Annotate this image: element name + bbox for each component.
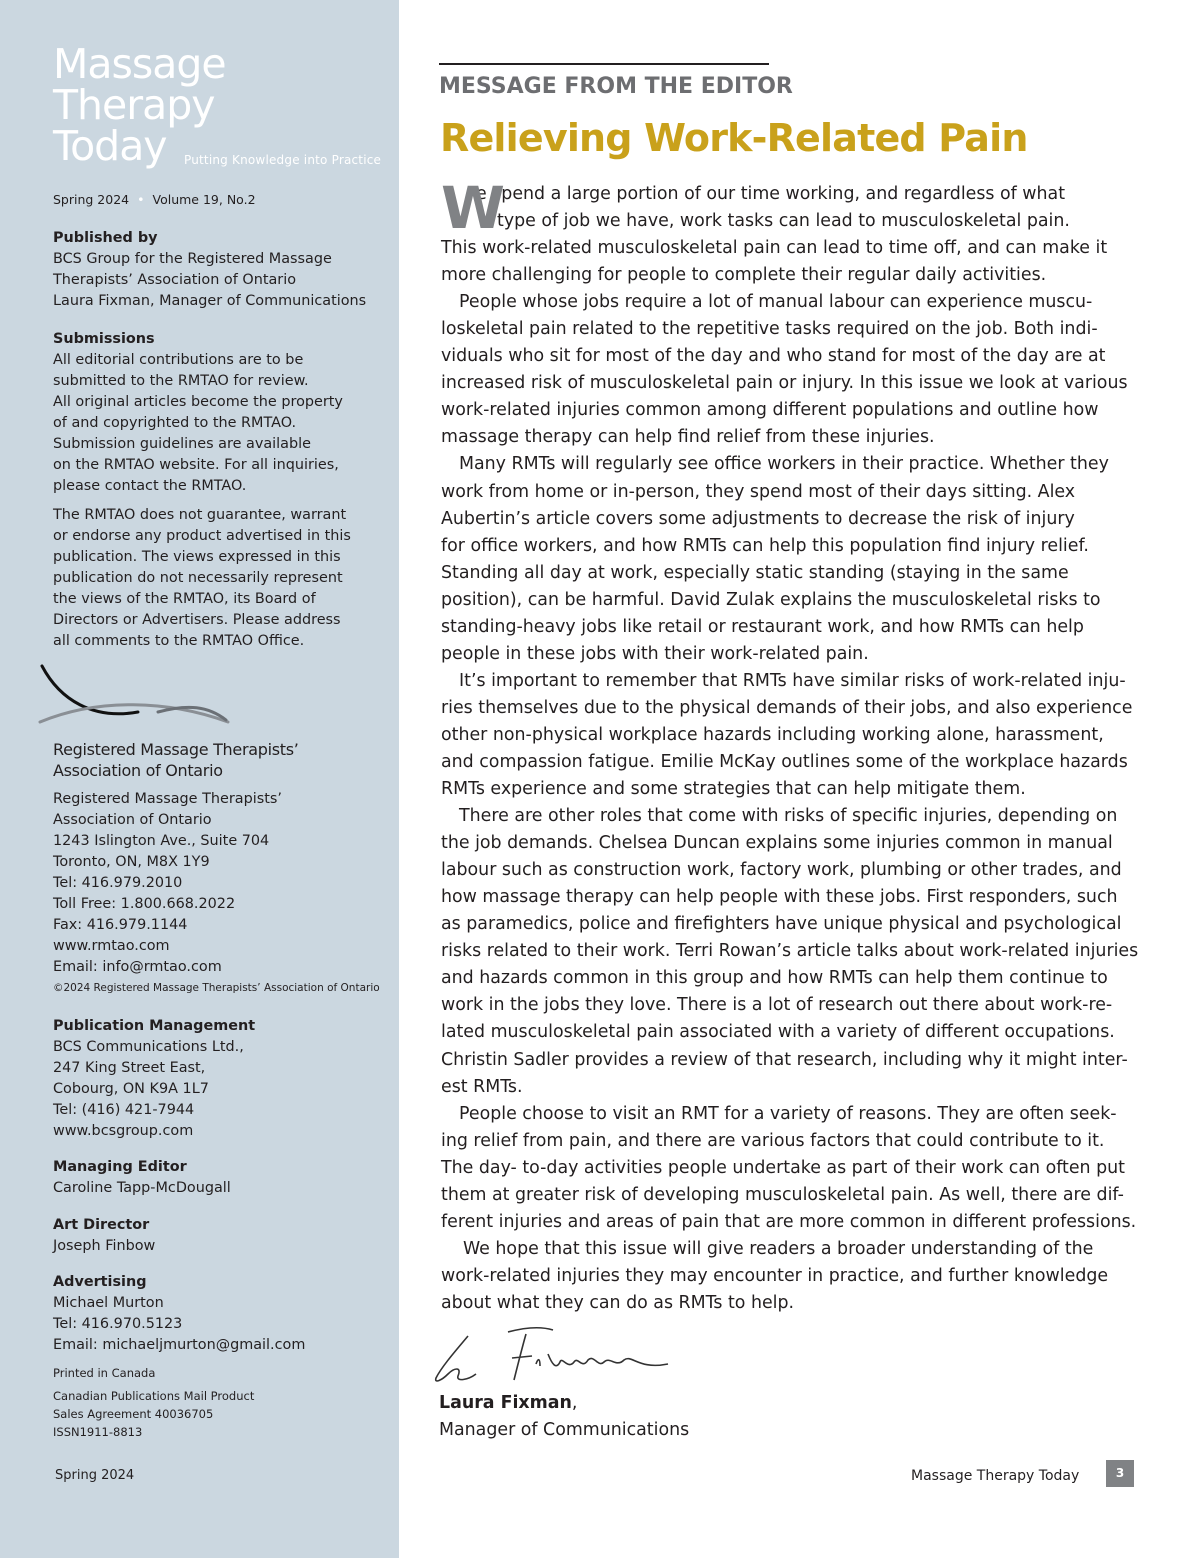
disclaimer-section <box>53 505 389 652</box>
bullet-separator: • <box>137 192 145 207</box>
body-line: risks related to their work. Terri Rowan’s article talks about work-related injuries <box>441 941 1139 962</box>
body-line: est RMTs. <box>441 1076 523 1097</box>
section-kicker: MESSAGE FROM THE EDITOR <box>439 74 793 99</box>
mail-line: Sales Agreement 40036705 <box>53 1407 214 1421</box>
submissions-heading: Submissions <box>53 331 155 347</box>
address-line: Toll Free: 1.800.668.2022 <box>53 896 236 912</box>
published-by-section <box>53 228 389 312</box>
body-line: W e spend a large portion of our time working, and regardless of what <box>441 174 1066 242</box>
masthead-line-1: Massage <box>53 40 226 88</box>
body-line: how massage therapy can help people with these jobs. First responders, such <box>441 887 1118 908</box>
org-name-line: Association of Ontario <box>53 761 223 780</box>
masthead-logo <box>53 40 393 170</box>
issue-volume: Volume 19, No.2 <box>152 192 256 207</box>
mail-line: ISSN1911-8813 <box>53 1425 143 1439</box>
body-line: work from home or in-person, they spend most of their days sitting. Alex <box>441 481 1076 502</box>
disclaimer-line: or endorse any product advertised in this <box>53 528 351 544</box>
footer-magazine-title: Massage Therapy Today <box>911 1468 1080 1484</box>
body-line: People choose to visit an RMT for a variety of reasons. They are often seek- <box>459 1103 1117 1124</box>
published-by-line: Therapists’ Association of Ontario <box>53 272 297 288</box>
masthead-line-2: Therapy <box>53 81 215 129</box>
body-line: and hazards common in this group and how RMTs can help them continue to <box>441 968 1108 989</box>
managing-editor-section <box>53 1157 389 1199</box>
issue-season: Spring 2024 <box>53 192 130 207</box>
body-line: RMTs experience and some strategies that can help mitigate them. <box>441 779 1026 800</box>
org-name-line: Registered Massage Therapists’ <box>53 740 299 759</box>
editor-signature <box>428 1318 678 1390</box>
issue-info <box>53 192 256 207</box>
disclaimer-line: all comments to the RMTAO Office. <box>53 633 305 649</box>
publication-management-section <box>53 1016 389 1142</box>
pub-management-line: Cobourg, ON K9A 1L7 <box>53 1081 209 1097</box>
body-line: work in the jobs they love. There is a lot of research out there about work-re- <box>441 995 1113 1016</box>
submissions-section <box>53 329 389 497</box>
signature-title: Manager of Communications <box>439 1420 690 1440</box>
masthead-tagline: Putting Knowledge into Practice <box>184 153 382 167</box>
body-line: People whose jobs require a lot of manual labour can experience muscu- <box>459 292 1093 313</box>
disclaimer-line: publication do not necessarily represent <box>53 570 343 586</box>
body-line: as paramedics, police and firefighters have unique physical and psychological <box>441 914 1122 935</box>
body-line: Standing all day at work, especially static standing (staying in the same <box>441 562 1069 583</box>
published-by-heading: Published by <box>53 230 158 246</box>
art-director-name: Joseph Finbow <box>53 1238 156 1254</box>
email-link[interactable]: Email: michaeljmurton@gmail.com <box>53 1337 306 1353</box>
body-line: standing-heavy jobs like retail or restaurant work, and how RMTs can help <box>441 616 1084 637</box>
body-line: type of job we have, work tasks can lead to musculoskeletal pain. <box>497 211 1070 232</box>
address-line: Tel: 416.979.2010 <box>53 875 183 891</box>
body-line: Many RMTs will regularly see office workers in their practice. Whether they <box>459 454 1109 475</box>
body-line: the job demands. Chelsea Duncan explains some injuries common in manual <box>441 833 1113 854</box>
body-line: position), can be harmful. David Zulak explains the musculoskeletal risks to <box>441 589 1101 610</box>
submissions-line: All editorial contributions are to be <box>53 352 304 368</box>
page-number: 3 <box>1106 1460 1134 1487</box>
pub-management-line: 247 King Street East, <box>53 1060 206 1076</box>
signature-name-text: Laura Fixman <box>439 1393 572 1413</box>
footer-issue: Spring 2024 <box>55 1468 135 1483</box>
body-line: about what they can do as RMTs to help. <box>441 1292 795 1313</box>
body-line: ries themselves due to the physical demands of their jobs, and also experience <box>441 697 1133 718</box>
published-by-line: Laura Fixman, Manager of Communications <box>53 293 367 309</box>
kicker-rule <box>439 63 769 65</box>
body-line: people in these jobs with their work-related pain. <box>441 643 869 664</box>
managing-editor-heading: Managing Editor <box>53 1159 187 1175</box>
body-line: other non-physical workplace hazards including working alone, harassment, <box>441 724 1104 745</box>
email-link[interactable]: Email: info@rmtao.com <box>53 959 222 975</box>
body-line: loskeletal pain related to the repetitive tasks required on the job. Both indi- <box>441 319 1098 340</box>
address-line: Registered Massage Therapists’ <box>53 791 282 807</box>
org-address-section <box>53 789 389 997</box>
drop-cap: W <box>441 174 505 242</box>
advertising-heading: Advertising <box>53 1274 147 1290</box>
body-line: work-related injuries they may encounter in practice, and further knowledge <box>441 1265 1109 1286</box>
disclaimer-line: the views of the RMTAO, its Board of <box>53 591 316 607</box>
body-line: This work-related musculoskeletal pain can lead to time off, and can make it <box>441 238 1108 259</box>
body-line: massage therapy can help find relief from these injuries. <box>441 427 935 448</box>
submissions-line: on the RMTAO website. For all inquiries, <box>53 457 339 473</box>
pub-management-line: Tel: (416) 421-7944 <box>53 1102 195 1118</box>
body-line: ferent injuries and areas of pain that are more common in different professions. <box>441 1211 1137 1232</box>
advertising-line: Tel: 416.970.5123 <box>53 1316 183 1332</box>
mail-line: Canadian Publications Mail Product <box>53 1389 255 1403</box>
body-line: viduals who sit for most of the day and who stand for most of the day are at <box>441 346 1106 367</box>
submissions-line: submitted to the RMTAO for review. <box>53 373 309 389</box>
copyright-text: ©2024 Registered Massage Therapists’ Association of Ontario <box>53 982 380 994</box>
masthead-line-3: Today <box>53 122 167 170</box>
body-line: Aubertin’s article covers some adjustments to decrease the risk of injury <box>441 508 1075 529</box>
sidebar-panel <box>0 0 399 1558</box>
address-line: Association of Ontario <box>53 812 212 828</box>
address-line: 1243 Islington Ave., Suite 704 <box>53 833 270 849</box>
art-director-heading: Art Director <box>53 1217 150 1233</box>
address-line: Fax: 416.979.1144 <box>53 917 188 933</box>
body-line: work-related injuries common among different populations and outline how <box>441 400 1099 421</box>
address-line: Toronto, ON, M8X 1Y9 <box>53 854 210 870</box>
managing-editor-name: Caroline Tapp-McDougall <box>53 1180 231 1196</box>
advertising-line: Michael Murton <box>53 1295 164 1311</box>
body-line: The day- to-day activities people undertake as part of their work can often put <box>441 1157 1125 1178</box>
article-body <box>441 174 1139 1317</box>
signature-name <box>439 1393 577 1413</box>
body-line: more challenging for people to complete their regular daily activities. <box>441 265 1047 286</box>
org-name <box>53 739 299 781</box>
submissions-line: Submission guidelines are available <box>53 436 311 452</box>
body-line: labour such as construction work, factory work, plumbing or other trades, and <box>441 860 1122 881</box>
body-line: and compassion fatigue. Emilie McKay outlines some of the workplace hazards <box>441 751 1128 772</box>
article-headline: Relieving Work-Related Pain <box>440 116 1028 160</box>
body-line: It’s important to remember that RMTs have similar risks of work-related inju- <box>459 670 1126 691</box>
rmtao-logo-swoosh <box>38 660 238 730</box>
body-line: There are other roles that come with risks of specific injuries, depending on <box>459 806 1118 827</box>
disclaimer-line: Directors or Advertisers. Please address <box>53 612 341 628</box>
publication-management-heading: Publication Management <box>53 1018 256 1034</box>
body-line: lated musculoskeletal pain associated with a variety of different occupations. <box>441 1022 1115 1043</box>
body-line: We hope that this issue will give readers a broader understanding of the <box>463 1238 1094 1259</box>
body-line: ing relief from pain, and there are various factors that could contribute to it. <box>441 1130 1105 1151</box>
disclaimer-line: publication. The views expressed in this <box>53 549 341 565</box>
printed-in-canada: Printed in Canada <box>53 1366 156 1380</box>
body-line: increased risk of musculoskeletal pain or injury. In this issue we look at various <box>441 373 1128 394</box>
published-by-line: BCS Group for the Registered Massage <box>53 251 332 267</box>
submissions-line: of and copyrighted to the RMTAO. <box>53 415 297 431</box>
body-line: for office workers, and how RMTs can help this population find injury relief. <box>441 535 1089 556</box>
printing-info <box>53 1364 389 1441</box>
website-link[interactable]: www.rmtao.com <box>53 938 170 954</box>
website-link[interactable]: www.bcsgroup.com <box>53 1123 194 1139</box>
disclaimer-line: The RMTAO does not guarantee, warrant <box>53 507 347 523</box>
art-director-section <box>53 1215 389 1257</box>
signature-comma: , <box>571 1393 578 1413</box>
pub-management-line: BCS Communications Ltd., <box>53 1039 244 1055</box>
body-line: them at greater risk of developing musculoskeletal pain. As well, there are dif- <box>441 1184 1124 1205</box>
advertising-section <box>53 1272 389 1356</box>
body-line: Christin Sadler provides a review of that research, including why it might inter- <box>441 1049 1128 1070</box>
submissions-line: All original articles become the property <box>53 394 343 410</box>
submissions-line: please contact the RMTAO. <box>53 478 247 494</box>
